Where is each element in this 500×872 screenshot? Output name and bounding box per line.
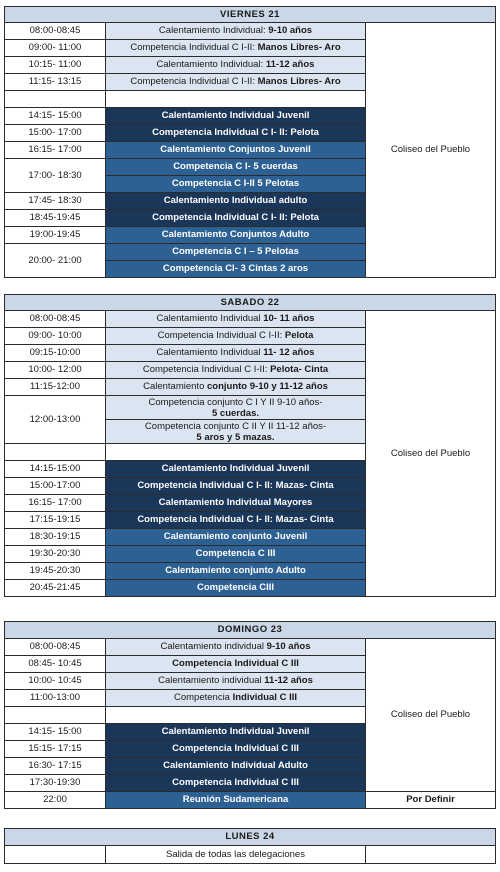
activity-cell: Calentamiento Individual Mayores	[106, 495, 366, 512]
time-cell: 20:45-21:45	[5, 580, 106, 597]
time-cell: 19:00-19:45	[5, 227, 106, 244]
activity-cell: Calentamiento Individual 11- 12 años	[106, 345, 366, 362]
spacer-cell	[106, 91, 366, 108]
day-title: VIERNES 21	[5, 7, 496, 23]
activity-cell: Competencia Individual C I- II: Mazas- Cinta	[106, 478, 366, 495]
activity-cell: Calentamiento Individual Adulto	[106, 758, 366, 775]
time-cell: 10:15- 11:00	[5, 57, 106, 74]
time-cell: 09:15-10:00	[5, 345, 106, 362]
time-cell: 14:15- 15:00	[5, 108, 106, 125]
activity-cell: Competencia conjunto C I Y II 9-10 años- 5 cuerdas.	[106, 396, 366, 420]
day-title: DOMINGO 23	[5, 622, 496, 639]
time-cell: 17:45- 18:30	[5, 193, 106, 210]
activity-cell: Competencia C I-II 5 Pelotas	[106, 176, 366, 193]
time-cell: 14:15- 15:00	[5, 724, 106, 741]
activity-cell: Calentamiento conjunto Juvenil	[106, 529, 366, 546]
activity-cell: Salida de todas las delegaciones	[106, 846, 366, 864]
time-cell: 10:00- 12:00	[5, 362, 106, 379]
time-cell: 20:00- 21:00	[5, 244, 106, 278]
time-cell: 16:15- 17:00	[5, 495, 106, 512]
time-cell: 16:30- 17:15	[5, 758, 106, 775]
time-cell: 09:00- 11:00	[5, 40, 106, 57]
activity-cell: Competencia C III	[106, 546, 366, 563]
time-cell	[5, 846, 106, 864]
activity-cell: Competencia Individual C I- II: Mazas- Cinta	[106, 512, 366, 529]
spacer-cell	[106, 707, 366, 724]
activity-cell: Competencia Individual C III	[106, 656, 366, 673]
spacer-cell	[106, 444, 366, 461]
activity-cell: Calentamiento Individual Juvenil	[106, 108, 366, 125]
activity-cell: Competencia Individual C I- II: Pelota	[106, 210, 366, 227]
activity-cell: Calentamiento individual 9-10 años	[106, 639, 366, 656]
venue-cell	[366, 846, 496, 864]
activity-cell: Calentamiento conjunto Adulto	[106, 563, 366, 580]
time-cell: 11:15- 13:15	[5, 74, 106, 91]
time-cell: 17:15-19:15	[5, 512, 106, 529]
activity-cell: Competencia conjunto C II Y II 11-12 años- 5 aros y 5 mazas.	[106, 420, 366, 444]
venue-cell: Coliseo del Pueblo	[366, 311, 496, 597]
activity-cell: Competencia C I- 5 cuerdas	[106, 159, 366, 176]
activity-cell: Competencia C I – 5 Pelotas	[106, 244, 366, 261]
activity-cell: Calentamiento individual 11-12 años	[106, 673, 366, 690]
time-cell: 17:30-19:30	[5, 775, 106, 792]
day-table-viernes	[4, 6, 496, 278]
activity-cell: Calentamiento Individual Juvenil	[106, 724, 366, 741]
time-cell: 08:45- 10:45	[5, 656, 106, 673]
time-cell: 08:00-08:45	[5, 311, 106, 328]
day-title: SABADO 22	[5, 295, 496, 311]
venue-cell: Coliseo del Pueblo	[366, 23, 496, 278]
spacer-cell	[5, 707, 106, 724]
spacer-cell	[5, 444, 106, 461]
time-cell: 22:00	[5, 792, 106, 809]
time-cell: 12:00-13:00	[5, 396, 106, 444]
spacer-cell	[5, 91, 106, 108]
activity-cell: Competencia Individual C I-II: Pelota- Cinta	[106, 362, 366, 379]
time-cell: 14:15-15:00	[5, 461, 106, 478]
time-cell: 19:30-20:30	[5, 546, 106, 563]
activity-cell: Competencia CIII	[106, 580, 366, 597]
activity-cell: Calentamiento Individual 10- 11 años	[106, 311, 366, 328]
activity-cell: Competencia Individual C I- II: Pelota	[106, 125, 366, 142]
activity-cell: Competencia Individual C I-II: Manos Libres- Aro	[106, 40, 366, 57]
time-cell: 08:00-08:45	[5, 639, 106, 656]
time-cell: 11:15-12:00	[5, 379, 106, 396]
activity-cell: Calentamiento Individual: 11-12 años	[106, 57, 366, 74]
time-cell: 15:00-17:00	[5, 478, 106, 495]
time-cell: 08:00-08:45	[5, 23, 106, 40]
activity-cell: Competencia Individual C III	[106, 741, 366, 758]
activity-cell: Calentamiento Conjuntos Adulto	[106, 227, 366, 244]
venue-cell: Coliseo del Pueblo	[366, 639, 496, 792]
time-cell: 18:30-19:15	[5, 529, 106, 546]
time-cell: 17:00- 18:30	[5, 159, 106, 193]
time-cell: 18:45-19:45	[5, 210, 106, 227]
time-cell: 11:00-13:00	[5, 690, 106, 707]
activity-cell: Calentamiento Individual adulto	[106, 193, 366, 210]
day-title: LUNES 24	[5, 829, 496, 846]
activity-cell: Calentamiento conjunto 9-10 y 11-12 años	[106, 379, 366, 396]
activity-cell: Competencia Individual C III	[106, 775, 366, 792]
time-cell: 15:00- 17:00	[5, 125, 106, 142]
time-cell: 09:00- 10:00	[5, 328, 106, 345]
day-table-domingo	[4, 621, 496, 809]
day-table-lunes	[4, 828, 496, 864]
time-cell: 15:15- 17:15	[5, 741, 106, 758]
activity-cell: Calentamiento Individual: 9-10 años	[106, 23, 366, 40]
activity-cell: Competencia Individual C I-II: Manos Libres- Aro	[106, 74, 366, 91]
time-cell: 19:45-20:30	[5, 563, 106, 580]
activity-cell: Calentamiento Conjuntos Juvenil	[106, 142, 366, 159]
activity-cell: Competencia CI- 3 Cintas 2 aros	[106, 261, 366, 278]
day-table-sabado	[4, 294, 496, 597]
activity-cell: Competencia Individual C I-II: Pelota	[106, 328, 366, 345]
time-cell: 16:15- 17:00	[5, 142, 106, 159]
activity-cell: Competencia Individual C III	[106, 690, 366, 707]
activity-cell: Calentamiento Individual Juvenil	[106, 461, 366, 478]
time-cell: 10:00- 10:45	[5, 673, 106, 690]
venue-cell: Por Definir	[366, 792, 496, 809]
activity-cell: Reunión Sudamericana	[106, 792, 366, 809]
